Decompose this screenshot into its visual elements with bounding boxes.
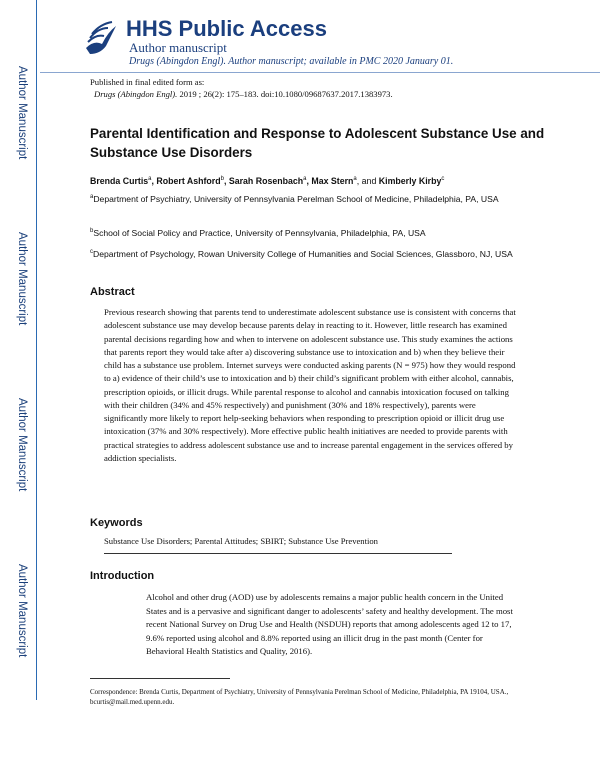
hhs-title: HHS Public Access: [126, 16, 327, 41]
manuscript-type: Author manuscript: [129, 40, 227, 55]
introduction-text: Alcohol and other drug (AOD) use by adolescents remains a major public health concern in the United States and is a pervasive and significant danger to adolescents’ safety and healthy development. The most recent National Survey on Drug Use and Health (NSDUH) reports that among adolescents aged 12 to 17, 9.6% reported using alcohol and 8.8% reported using an illicit drug in the past month (Center for Behavioral Health Statistics and Quality, 2016).: [146, 592, 513, 657]
header-divider: [40, 72, 600, 73]
citation: Drugs (Abingdon Engl). 2019 ; 26(2): 175–183. doi:10.1080/09687637.2017.1383973.: [94, 89, 393, 99]
keywords-heading: Keywords: [90, 517, 143, 529]
hhs-eagle-logo-icon: [82, 18, 118, 58]
affiliation: $^a$Department of Psychiatry, University of Pennsylvania Perelman School of Medicine, Philadelphia, PA, USA: [90, 193, 499, 204]
sidebar-label: Author Manuscript: [16, 398, 28, 492]
affiliation: $^b$School of Social Policy and Practice, University of Pennsylvania, Philadelphia, PA, USA: [90, 227, 426, 238]
footnote-divider: [90, 678, 230, 679]
sidebar-label: Author Manuscript: [16, 66, 28, 160]
journal-availability: Drugs (Abingdon Engl). Author manuscript; available in PMC 2020 January 01.: [129, 56, 454, 67]
sidebar-rule: [36, 0, 37, 700]
affiliation: $^c$Department of Psychology, Rowan University College of Humanities and Social Sciences, Glassboro, NJ, USA: [90, 248, 513, 259]
keywords-text: Substance Use Disorders; Parental Attitudes; SBIRT; Substance Use Prevention: [104, 536, 378, 546]
correspondence-footnote: Correspondence: Brenda Curtis, Department of Psychiatry, University of Pennsylvania Perelman School of Medicine, Philadelphia, PA 19104, USA., bcurtis@mail.med.upenn.edu.: [90, 688, 509, 706]
abstract-text: Previous research showing that parents tend to underestimate adolescent substance use is consistent with concerns that adolescent substance use may develop because parents delay in reacting to it. However, little research has examined parental decisions regarding how and when to intervene on adolescent substance use. This study examines the actions that parents report they would take after a) discovering substance use to intoxication and b) when they believe their child has a substance use problem. Internet surveys were conducted asking parents (N = 975) how they would respond to a) evidence of their child’s use to intoxication and b) their child’s significant problem with either alcohol, cannabis, prescription opioids, or illicit drugs. While parental response to alcohol and cannabis intoxication focused on talking with their children (34% and 45% respectively) and punishment (30% and 18% respectively), parents were significantly more likely to report help-seeking behaviors when responding to prescription opioid or illicit drug use intoxication (37% and 30% respectively). More effective public health initiatives are needed to provide parents with practical strategies to address adolescent substance use and to increase parental engagement in the services offered by addiction specialists.: [104, 307, 516, 463]
introduction-heading: Introduction: [90, 570, 155, 582]
abstract-heading: Abstract: [90, 286, 135, 298]
manuscript-sidebar: [0, 0, 40, 776]
paper-title: Parental Identification and Response to Adolescent Substance Use and Substance Use Disorders: [90, 126, 545, 160]
publication-info: Published in final edited form as: Drugs (Abingdon Engl). 2019 ; 26(2): 175–183. doi:10.1080/09687637.2017.1383973.: [90, 77, 393, 99]
sidebar-label: Author Manuscript: [16, 232, 28, 326]
sidebar-label: Author Manuscript: [16, 564, 28, 658]
author-list: Brenda Curtis$^a$, Robert Ashford$^b$, Sarah Rosenbach$^a$, Max Stern$^a$, and Kimberly Kirby$^c$: [90, 176, 445, 186]
keywords-divider: [104, 553, 452, 554]
